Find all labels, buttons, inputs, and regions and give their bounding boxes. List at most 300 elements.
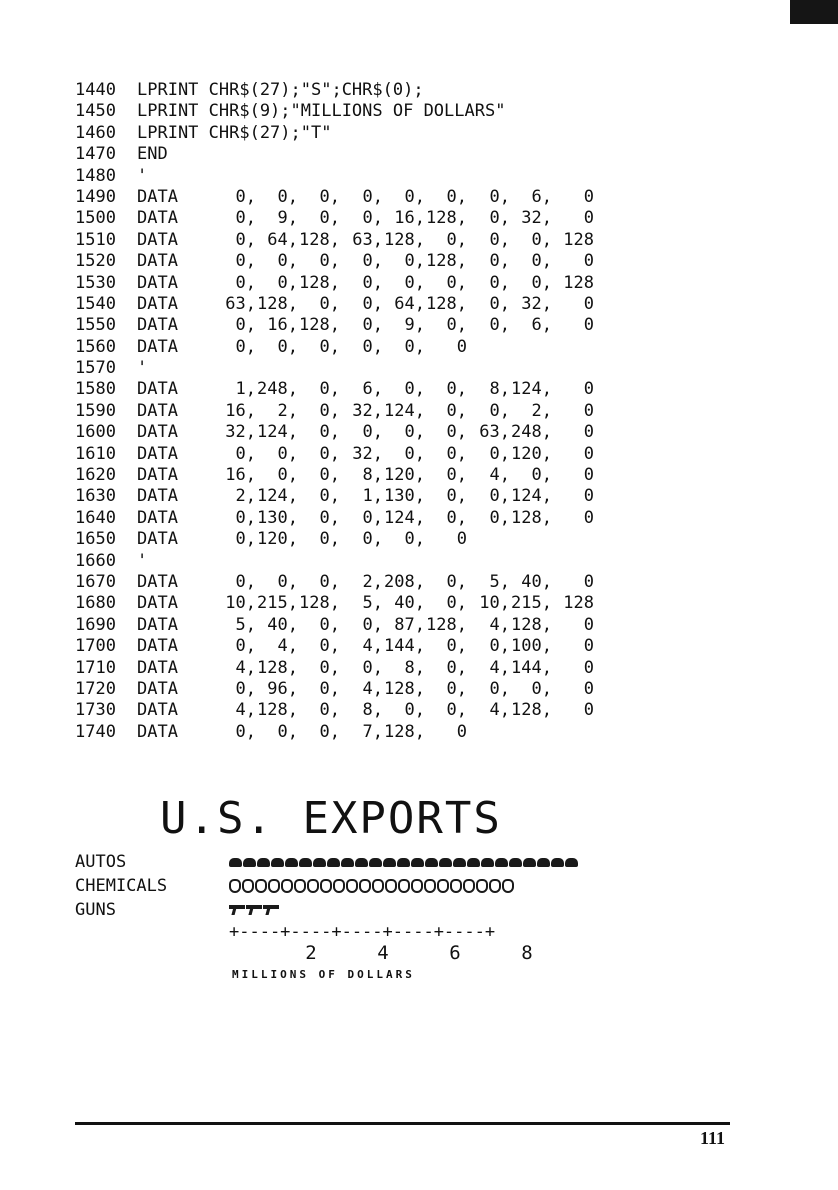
data-line (75, 422, 594, 443)
car-icon (565, 858, 578, 867)
flask-icon (242, 879, 254, 893)
data-value: 215, (511, 593, 552, 614)
flask-icon (437, 879, 449, 893)
car-icon (271, 858, 284, 867)
data-value: 128, (299, 229, 340, 250)
data-value: 248, (257, 379, 298, 400)
data-value: 0, (446, 593, 467, 614)
data-keyword: DATA (137, 208, 178, 229)
data-value: 0, (362, 272, 383, 293)
data-value: 128 (563, 272, 594, 293)
data-value: 0, (489, 293, 510, 314)
tick-label: 8 (521, 942, 533, 964)
data-value: 0, (404, 186, 425, 207)
axis-line: +----+----+----+----+----+ (229, 922, 496, 942)
line-number: 1500 (75, 208, 116, 229)
data-value: 0, (531, 272, 552, 293)
data-value: 0, (404, 529, 425, 550)
data-value: 4, (489, 700, 510, 721)
axis-caption: MILLIONS OF DOLLARS (232, 968, 415, 981)
data-value: 0, (235, 571, 256, 592)
data-value: 0, (235, 443, 256, 464)
data-keyword: DATA (137, 721, 178, 742)
data-value (467, 722, 510, 743)
data-value: 0, (446, 657, 467, 678)
data-value: 0, (319, 529, 340, 550)
data-value: 5, (235, 614, 256, 635)
data-value: 0, (362, 251, 383, 272)
data-value: 7, (362, 721, 383, 742)
data-line (75, 401, 594, 422)
data-value: 0, (319, 208, 340, 229)
data-value: 0, (446, 272, 467, 293)
page-number: 111 (700, 1128, 726, 1148)
data-value: 0 (583, 486, 594, 507)
data-value: 215, (257, 593, 298, 614)
car-icon (481, 858, 494, 867)
data-value: 32, (521, 293, 552, 314)
line-number: 1720 (75, 678, 116, 699)
car-icon (243, 858, 256, 867)
data-value: 0, (277, 186, 298, 207)
data-value (552, 722, 594, 743)
data-value: 32, (521, 208, 552, 229)
car-icon (397, 858, 410, 867)
flask-icon (424, 879, 436, 893)
data-value: 0 (583, 507, 594, 528)
data-keyword: DATA (137, 507, 178, 528)
line-number: 1470 (75, 144, 116, 165)
flask-icon (450, 879, 462, 893)
data-line (75, 658, 594, 679)
data-value: 0, (531, 465, 552, 486)
data-value: 128, (257, 700, 298, 721)
line-number: 1550 (75, 315, 116, 336)
data-value: 0, (362, 507, 383, 528)
flask-icon (229, 879, 241, 893)
data-value: 0, (319, 293, 340, 314)
data-value: 0 (583, 636, 594, 657)
code-line: 1460 LPRINT CHR$(27);"T" (75, 122, 332, 143)
data-value: 0, (319, 379, 340, 400)
data-value: 4, (277, 636, 298, 657)
data-value: 0, (277, 336, 298, 357)
data-value: 124, (257, 486, 298, 507)
line-number: 1740 (75, 721, 116, 742)
car-icon (467, 858, 480, 867)
data-value: 4, (362, 678, 383, 699)
data-value: 0, (235, 721, 256, 742)
data-keyword: DATA (137, 293, 178, 314)
line-number: 1610 (75, 443, 116, 464)
data-value: 0, (235, 507, 256, 528)
car-icon (341, 858, 354, 867)
tick-label: 6 (449, 942, 461, 964)
data-value: 16, (225, 400, 256, 421)
data-value: 64, (267, 229, 298, 250)
data-value: 0, (319, 721, 340, 742)
data-value: 124, (384, 507, 425, 528)
data-value: 124, (511, 486, 552, 507)
data-value: 0, (235, 272, 256, 293)
car-icon (299, 858, 312, 867)
data-value: 0, (319, 678, 340, 699)
car-icon (327, 858, 340, 867)
flask-icon (372, 879, 384, 893)
data-keyword: DATA (137, 486, 178, 507)
data-value: 0 (583, 251, 594, 272)
data-value: 0, (235, 208, 256, 229)
data-value: 0, (489, 251, 510, 272)
data-keyword: DATA (137, 186, 178, 207)
flask-icon (294, 879, 306, 893)
data-value: 0 (583, 614, 594, 635)
data-value: 0, (404, 422, 425, 443)
line-number: 1600 (75, 422, 116, 443)
data-value: 128, (257, 657, 298, 678)
car-icon (257, 858, 270, 867)
chart-row (75, 850, 578, 874)
data-keyword: DATA (137, 315, 178, 336)
data-value: 0, (404, 379, 425, 400)
line-number: 1540 (75, 293, 116, 314)
line-number: 1640 (75, 507, 116, 528)
data-keyword: DATA (137, 657, 178, 678)
data-value: 0, (404, 443, 425, 464)
data-line (75, 444, 594, 465)
flask-icon (255, 879, 267, 893)
data-line: 1570 ' (75, 358, 148, 379)
data-keyword: DATA (137, 443, 178, 464)
data-value: 0, (489, 486, 510, 507)
chart-title: U.S. EXPORTS (160, 793, 502, 844)
data-value: 10, (479, 593, 510, 614)
data-keyword: DATA (137, 251, 178, 272)
code-line: 1440 LPRINT CHR$(27);"S";CHR$(0); (75, 80, 424, 100)
flask-icon (359, 879, 371, 893)
data-value: 0, (277, 272, 298, 293)
data-value: 0, (319, 251, 340, 272)
data-value: 96, (267, 678, 298, 699)
data-value: 2, (235, 486, 256, 507)
data-value: 128, (384, 721, 425, 742)
data-line (75, 636, 594, 657)
data-value: 0 (583, 400, 594, 421)
tick-label: 4 (377, 942, 389, 964)
data-value: 0, (235, 251, 256, 272)
car-icon (383, 858, 396, 867)
data-value: 8, (362, 465, 383, 486)
data-value: 0, (319, 422, 340, 443)
corner-tab-mark (790, 0, 838, 24)
data-value (510, 529, 552, 550)
data-value: 0 (583, 657, 594, 678)
data-value: 40, (267, 614, 298, 635)
data-value: 0, (446, 422, 467, 443)
data-value: 0, (235, 315, 256, 336)
data-value: 0, (362, 293, 383, 314)
line-number: 1590 (75, 400, 116, 421)
data-value: 0, (235, 186, 256, 207)
data-value: 120, (384, 465, 425, 486)
row-label: AUTOS (75, 852, 127, 872)
flask-icon (398, 879, 410, 893)
data-value: 128, (511, 614, 552, 635)
data-value: 1, (362, 486, 383, 507)
data-value: 0, (277, 571, 298, 592)
data-keyword: DATA (137, 379, 178, 400)
gun-icon (229, 905, 245, 915)
data-value: 0 (456, 336, 467, 357)
data-value: 128 (563, 229, 594, 250)
data-keyword: DATA (137, 229, 178, 250)
flask-icon (476, 879, 488, 893)
data-value: 0, (404, 272, 425, 293)
data-value: 0, (446, 636, 467, 657)
data-value: 0 (583, 678, 594, 699)
pictograph-bar (229, 905, 279, 915)
data-value: 0, (446, 315, 467, 336)
data-value (467, 337, 510, 358)
data-value: 6, (531, 315, 552, 336)
data-value: 0, (446, 379, 467, 400)
chart-row (75, 898, 578, 922)
car-icon (285, 858, 298, 867)
data-value: 0, (235, 529, 256, 550)
line-number: 1450 (75, 101, 116, 122)
data-value: 0 (583, 443, 594, 464)
data-keyword: DATA (137, 593, 178, 614)
data-value: 128, (426, 293, 467, 314)
data-value (510, 337, 552, 358)
data-value: 0, (362, 208, 383, 229)
data-line (75, 208, 594, 229)
data-value: 0 (456, 529, 467, 550)
data-value: 0, (362, 422, 383, 443)
line-number: 1520 (75, 251, 116, 272)
data-value: 1, (235, 379, 256, 400)
data-value: 248, (511, 422, 552, 443)
data-value: 120, (257, 529, 298, 550)
data-value: 128, (299, 315, 340, 336)
code-line: 1470 END (75, 144, 168, 165)
data-value: 0, (489, 400, 510, 421)
car-icon (537, 858, 550, 867)
data-line (75, 273, 594, 294)
data-value: 0, (319, 657, 340, 678)
data-value: 0, (446, 400, 467, 421)
data-value: 16, (225, 465, 256, 486)
data-value: 0, (277, 465, 298, 486)
line-number: 1560 (75, 336, 116, 357)
data-value: 0, (489, 229, 510, 250)
data-line (75, 230, 594, 251)
data-value: 128, (511, 700, 552, 721)
data-value: 0, (446, 443, 467, 464)
line-number: 1460 (75, 122, 116, 143)
data-value: 0, (319, 614, 340, 635)
data-value: 9, (277, 208, 298, 229)
data-value: 128, (426, 208, 467, 229)
line-number: 1510 (75, 229, 116, 250)
tick-label: 2 (305, 942, 317, 964)
data-value: 0, (489, 636, 510, 657)
car-icon (313, 858, 326, 867)
gun-icon (263, 905, 279, 915)
data-value: 0, (489, 186, 510, 207)
data-value: 4, (489, 614, 510, 635)
data-value: 2, (531, 400, 552, 421)
flask-icon (385, 879, 397, 893)
data-value: 0, (489, 272, 510, 293)
car-icon (523, 858, 536, 867)
data-value: 0, (404, 251, 425, 272)
data-value: 0 (583, 465, 594, 486)
data-value: 128, (511, 507, 552, 528)
data-value: 63, (479, 422, 510, 443)
line-number: 1700 (75, 636, 116, 657)
data-value: 40, (394, 593, 425, 614)
data-value: 0, (277, 251, 298, 272)
axis-ticks (229, 942, 609, 968)
data-value: 0, (446, 700, 467, 721)
data-value: 0 (583, 293, 594, 314)
data-line (75, 315, 594, 336)
data-value: 0 (583, 379, 594, 400)
flask-icon (333, 879, 345, 893)
data-value: 0, (489, 507, 510, 528)
data-value: 144, (511, 657, 552, 678)
data-value: 0, (489, 678, 510, 699)
data-value: 9, (404, 315, 425, 336)
data-value: 128, (257, 293, 298, 314)
data-value: 128, (384, 678, 425, 699)
data-value: 0, (446, 229, 467, 250)
flask-icon (307, 879, 319, 893)
chart-row (75, 874, 578, 898)
data-line (75, 379, 594, 400)
row-label: CHEMICALS (75, 876, 168, 896)
data-value: 5, (362, 593, 383, 614)
data-line (75, 337, 594, 358)
line-number: 1650 (75, 529, 116, 550)
data-keyword: DATA (137, 636, 178, 657)
data-value: 0, (235, 636, 256, 657)
data-keyword: DATA (137, 614, 178, 635)
data-value: 8, (489, 379, 510, 400)
data-value: 0, (362, 336, 383, 357)
data-value: 0 (583, 315, 594, 336)
car-icon (495, 858, 508, 867)
data-keyword: DATA (137, 422, 178, 443)
data-value: 0, (319, 400, 340, 421)
line-number: 1490 (75, 186, 116, 207)
data-value: 0, (531, 251, 552, 272)
data-value: 0, (235, 336, 256, 357)
data-value: 0, (362, 614, 383, 635)
data-value: 0, (531, 229, 552, 250)
data-value: 40, (521, 571, 552, 592)
data-value: 0, (319, 486, 340, 507)
data-value: 0, (319, 443, 340, 464)
data-value: 128, (299, 272, 340, 293)
data-keyword: DATA (137, 400, 178, 421)
data-value: 128, (426, 251, 467, 272)
data-value: 0, (446, 486, 467, 507)
data-value: 0, (446, 507, 467, 528)
line-number: 1660 (75, 550, 116, 571)
code-line: 1450 LPRINT CHR$(9);"MILLIONS OF DOLLARS" (75, 101, 506, 122)
data-value: 0, (319, 636, 340, 657)
car-icon (453, 858, 466, 867)
data-value: 2, (277, 400, 298, 421)
data-value: 0 (456, 721, 467, 742)
code-line: 1480 ' (75, 165, 148, 186)
flask-icon (281, 879, 293, 893)
car-icon (425, 858, 438, 867)
data-value (552, 337, 594, 358)
data-value: 124, (511, 379, 552, 400)
data-value: 0, (235, 678, 256, 699)
car-icon (229, 858, 242, 867)
data-value: 0, (362, 186, 383, 207)
data-value: 0, (531, 678, 552, 699)
data-value (552, 529, 594, 550)
data-value: 100, (511, 636, 552, 657)
data-line (75, 572, 594, 593)
data-value: 0 (583, 186, 594, 207)
row-label: GUNS (75, 900, 116, 920)
data-value: 208, (384, 571, 425, 592)
data-value: 2, (362, 571, 383, 592)
line-number: 1480 (75, 165, 116, 186)
line-number: 1630 (75, 486, 116, 507)
data-value: 4, (489, 465, 510, 486)
line-number: 1620 (75, 465, 116, 486)
data-value: 128 (563, 593, 594, 614)
data-value: 0, (235, 229, 256, 250)
flask-icon (411, 879, 423, 893)
data-value: 32, (225, 422, 256, 443)
line-number: 1670 (75, 571, 116, 592)
flask-icon (320, 879, 332, 893)
data-keyword: DATA (137, 678, 178, 699)
data-keyword: DATA (137, 272, 178, 293)
data-value: 5, (489, 571, 510, 592)
data-line (75, 294, 594, 315)
data-value: 4, (362, 636, 383, 657)
data-value: 0, (446, 465, 467, 486)
pictograph-bar (229, 858, 578, 867)
car-icon (369, 858, 382, 867)
basic-program-listing (75, 80, 594, 743)
data-value: 0, (362, 315, 383, 336)
data-keyword: DATA (137, 336, 178, 357)
gun-icon (246, 905, 262, 915)
data-line (75, 529, 594, 550)
data-line (75, 593, 594, 614)
data-value: 124, (257, 422, 298, 443)
data-value: 0 (583, 422, 594, 443)
data-value: 16, (267, 315, 298, 336)
data-line (75, 251, 594, 272)
line-number: 1730 (75, 700, 116, 721)
data-value: 6, (531, 186, 552, 207)
data-value: 128, (384, 229, 425, 250)
data-value: 0, (446, 678, 467, 699)
data-value: 0, (489, 315, 510, 336)
data-line (75, 508, 594, 529)
